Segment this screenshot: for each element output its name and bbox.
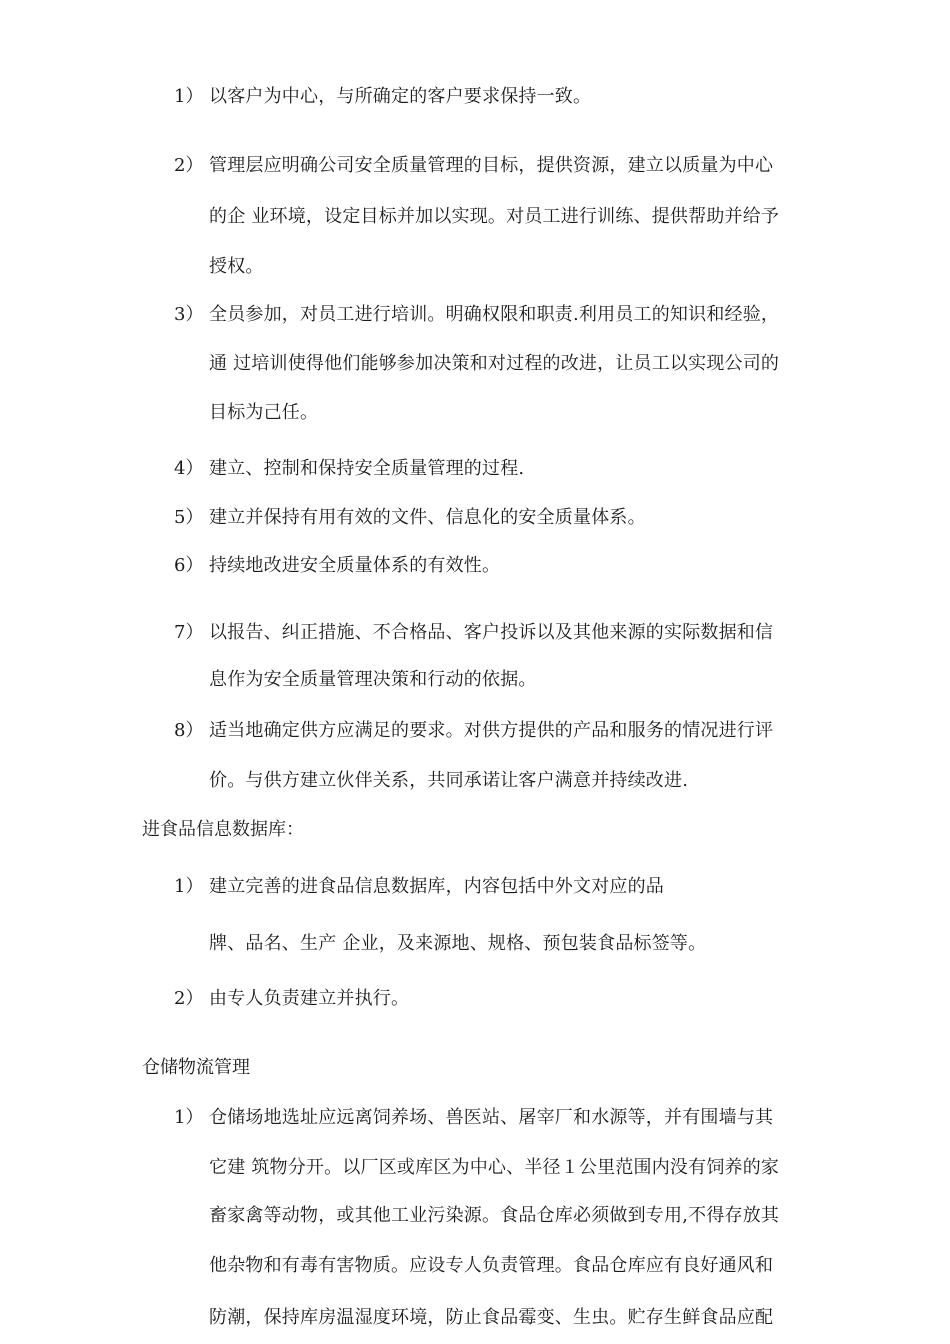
item-number: 5）: [174, 507, 204, 528]
item-number: 3）: [174, 304, 204, 325]
item-number: 2）: [174, 988, 204, 1009]
item-text-line: 全员参加，对员工进行培训。明确权限和职责.利用员工的知识和经验，: [209, 304, 780, 325]
item-text-line: 牌、品名、生产 企业，及来源地、规格、预包装食品标签等。: [209, 933, 707, 954]
item-text-line: 持续地改进安全质量体系的有效性。: [209, 555, 501, 576]
item-text-line: 他杂物和有毒有害物质。应设专人负责管理。食品仓库应有良好通风和: [209, 1255, 774, 1276]
item-number: 6）: [174, 555, 204, 576]
item-text-line: 的企 业环境，设定目标并加以实现。对员工进行训练、提供帮助并给予: [209, 206, 780, 227]
item-number: 7）: [174, 622, 204, 643]
item-text-line: 由专人负责建立并执行。: [209, 988, 410, 1009]
item-text-line: 价。与供方建立伙伴关系，共同承诺让客户满意并持续改进.: [209, 770, 689, 791]
item-text-line: 目标为己任。: [209, 402, 319, 423]
item-number: 4）: [174, 458, 204, 479]
item-text-line: 管理层应明确公司安全质量管理的目标，提供资源，建立以质量为中心: [209, 155, 774, 176]
item-number: 2）: [174, 155, 204, 176]
item-text-line: 以客户为中心，与所确定的客户要求保持一致。: [209, 86, 592, 107]
item-text-line: 通 过培训使得他们能够参加决策和对过程的改进，让员工以实现公司的: [209, 353, 780, 374]
item-text-line: 建立、控制和保持安全质量管理的过程.: [209, 458, 525, 479]
item-text-line: 防潮，保持库房温湿度环境，防止食品霉变、生虫。贮存生鲜食品应配: [209, 1307, 774, 1328]
item-number: 8）: [174, 720, 204, 741]
item-text-line: 它建 筑物分开。以厂区或库区为中心、半径１公里范围内没有饲养的家: [209, 1157, 780, 1178]
item-text-line: 以报告、纠正措施、不合格品、客户投诉以及其他来源的实际数据和信: [209, 622, 774, 643]
item-text-line: 息作为安全质量管理决策和行动的依据。: [209, 669, 537, 690]
item-number: 1）: [174, 876, 204, 897]
item-text-line: 适当地确定供方应满足的要求。对供方提供的产品和服务的情况进行评: [209, 720, 774, 741]
item-text-line: 建立并保持有用有效的文件、信息化的安全质量体系。: [209, 507, 646, 528]
item-text-line: 仓储场地选址应远离饲养场、兽医站、屠宰厂和水源等，并有围墙与其: [209, 1107, 774, 1128]
item-text-line: 授权。: [209, 256, 264, 277]
item-number: 1）: [174, 86, 204, 107]
section-heading: 进食品信息数据库：: [142, 819, 304, 840]
item-text-line: 畜家禽等动物，或其他工业污染源。食品仓库必须做到专用,不得存放其: [209, 1205, 780, 1226]
item-text-line: 建立完善的进食品信息数据库，内容包括中外文对应的品: [209, 876, 664, 897]
section-heading: 仓储物流管理: [142, 1057, 250, 1078]
item-number: 1）: [174, 1107, 204, 1128]
